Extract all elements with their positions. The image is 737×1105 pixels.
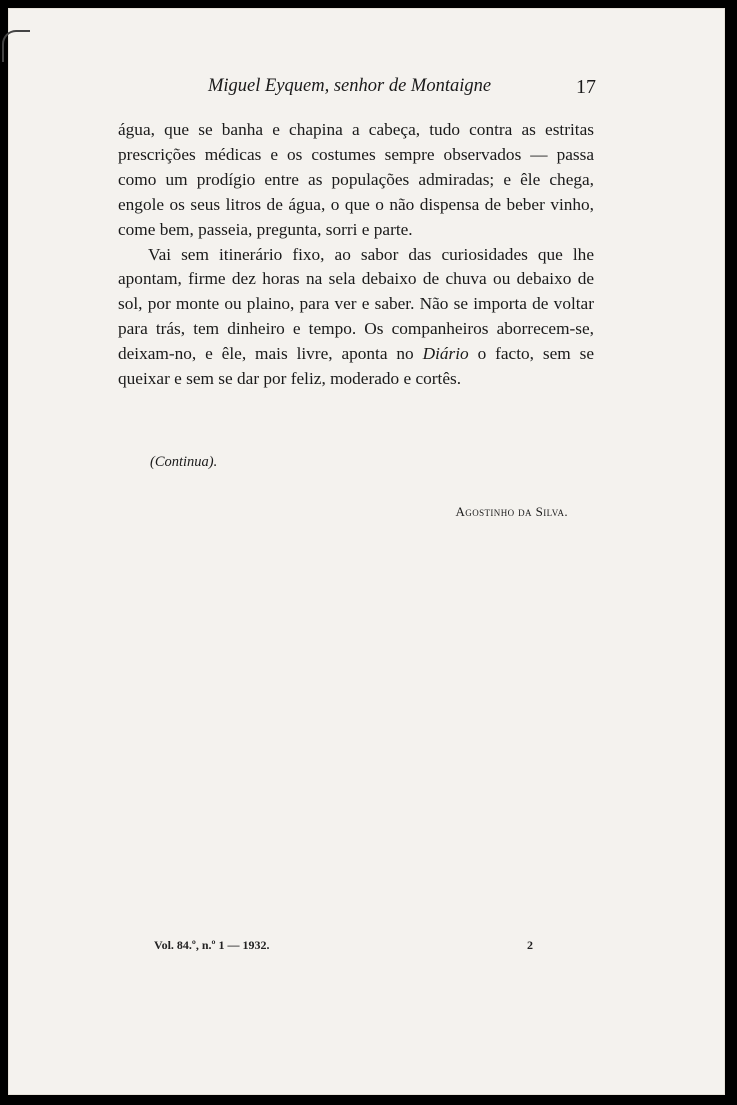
paragraph-2 — [118, 243, 594, 392]
paragraph-2-part-2: o facto, sem se queixar e sem se dar por feliz, moderado e cortês. — [118, 344, 594, 389]
page-header — [128, 76, 608, 102]
body-text — [118, 118, 594, 392]
paragraph-1: água, que se banha e chapina a cabeça, tudo contra as estritas prescrições médicas e os costumes sempre observados — passa como um prodígio entre as populações admiradas; e êle chega, engole os seus litros de água, o que o não dispensa de beber vinho, come bem, passeia, pregunta, sorri e parte. — [118, 120, 594, 239]
paragraph-2-part-1: Vai sem itinerário fixo, ao sabor das curiosidades que lhe apontam, firme dez horas na sela debaixo de chuva ou debaixo de sol, por monte ou plaino, para ver e saber. Não se importa de voltar para trás, tem dinheiro e tempo. Os companheiros aborrecem-se, deixam-no, e êle, mais livre, aponta no — [118, 244, 594, 364]
diario-italic: Diário — [422, 344, 469, 364]
signature-mark: 2 — [527, 938, 533, 952]
page-corner-mark — [2, 30, 30, 62]
author-signature: Agostinho da Silva. — [455, 504, 568, 519]
continuation-note: (Continua). — [150, 454, 218, 470]
running-title: Miguel Eyquem, senhor de Montaigne — [208, 76, 492, 96]
volume-info: Vol. 84.º, n.º 1 — 1932. — [154, 938, 270, 952]
page-number: 17 — [576, 76, 596, 98]
document-page — [8, 8, 725, 1095]
